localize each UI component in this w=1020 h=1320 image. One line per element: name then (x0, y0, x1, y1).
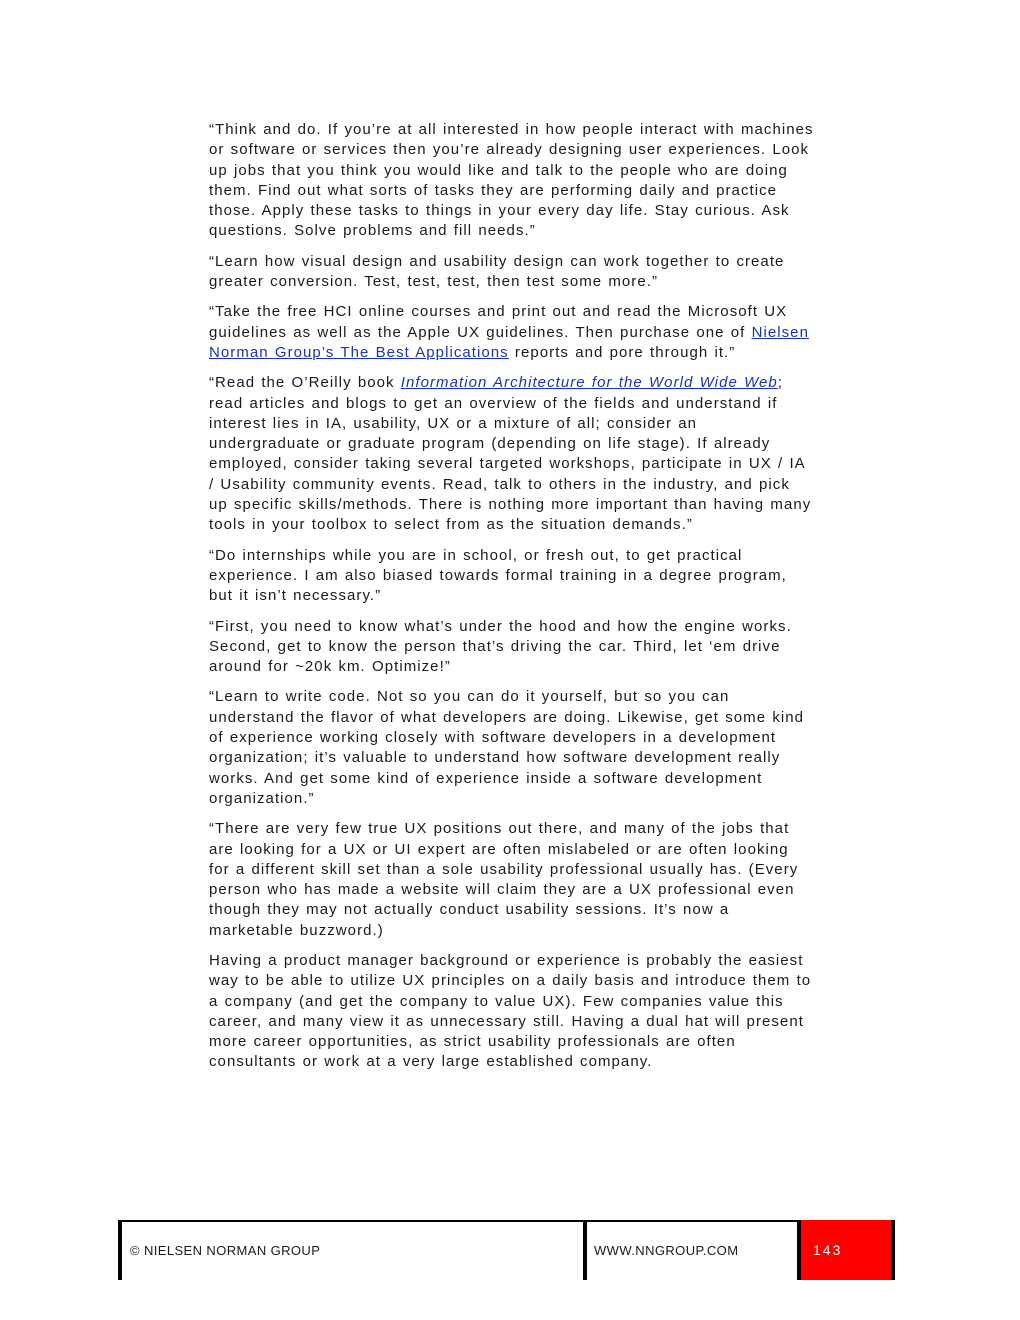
footer-website: WWW.NNGROUP.COM (594, 1243, 739, 1258)
quote-paragraph-few-ux-positions: “There are very few true UX positions out there, and many of the jobs that are looking for a UX or UI expert are often mislabeled or are often looking for a different skill set than a sole usability professional usually has. (Every person who has made a website will claim they are a UX professional even though they may not actually conduct usability sessions. It’s now a marketable buzzword.) (209, 820, 799, 939)
footer-divider-bar (583, 1220, 587, 1280)
quote-paragraph-write-code: “Learn to write code. Not so you can do it yourself, but so you can understand the flavor of what developers are doing. Likewise, get some kind of experience working closely with software developers in a development organization; it’s valuable to understand how software development really works. And get some kind of experience inside a software development organization.” (209, 688, 805, 807)
paragraph-text: “Read the O’Reilly book (209, 374, 401, 392)
quote-paragraph-hci-courses (209, 302, 814, 363)
page-body (209, 120, 814, 1083)
quote-paragraph-oreilly-book (209, 373, 814, 535)
footer-left-bar (118, 1220, 122, 1280)
paragraph-text: “Take the free HCI online courses and print out and read the Microsoft UX guidelines as well as the Apple UX guidelines. Then purchase one of (209, 303, 788, 341)
footer-end-bar (891, 1220, 895, 1280)
paragraph-product-manager: Having a product manager background or experience is probably the easiest way to be able to utilize UX principles on a daily basis and introduce them to a company (and get the company to value UX). Few companies value this career, and many view it as unnecessary still. Having a dual hat will present more career opportunities, as strict usability professionals are often consultants or work at a very large established company. (209, 951, 812, 1071)
paragraph-text: reports and pore through it.” (508, 343, 736, 361)
footer-rule (118, 1220, 801, 1222)
page-number-box (801, 1220, 891, 1280)
paragraph-text: ; read articles and blogs to get an overview of the fields and understand if interest lies in IA, usability, UX or a mixture of all; consider an undergraduate or graduate program (depending on life stage). If already employed, consider taking several targeted workshops, participate in UX / IA / Usability community events. Read, talk to others in the industry, and pick up specific skills/methods. There is nothing more important than having many tools in your toolbox to select from as the situation demands.” (209, 374, 812, 534)
footer-copyright: © NIELSEN NORMAN GROUP (130, 1243, 321, 1258)
quote-paragraph-internships: “Do internships while you are in school, or fresh out, to get practical experience. I am also biased towards formal training in a degree program, but it isn’t necessary.” (209, 546, 787, 605)
page-footer (118, 1220, 895, 1280)
quote-paragraph-think-and-do: “Think and do. If you’re at all interested in how people interact with machines or software or services then you’re already designing user experiences. Look up jobs that you think you would like and talk to the people who are doing them. Find out what sorts of tasks they are performing daily and practice those. Apply these tasks to things in your every day life. Stay curious. Ask questions. Solve problems and fill needs.” (209, 121, 814, 240)
quote-paragraph-under-the-hood: “First, you need to know what’s under the hood and how the engine works. Second, get to know the person that’s driving the car. Third, let ‘em drive around for ~20k km. Optimize!” (209, 617, 792, 676)
best-applications-report-link[interactable]: Nielsen Norman Group’s The Best Applications (209, 323, 809, 361)
page-number: 143 (813, 1242, 843, 1258)
information-architecture-book-link[interactable]: Information Architecture for the World Wide Web (400, 374, 778, 392)
quote-paragraph-visual-design: “Learn how visual design and usability design can work together to create greater conversion. Test, test, test, then test some more.” (209, 252, 785, 291)
